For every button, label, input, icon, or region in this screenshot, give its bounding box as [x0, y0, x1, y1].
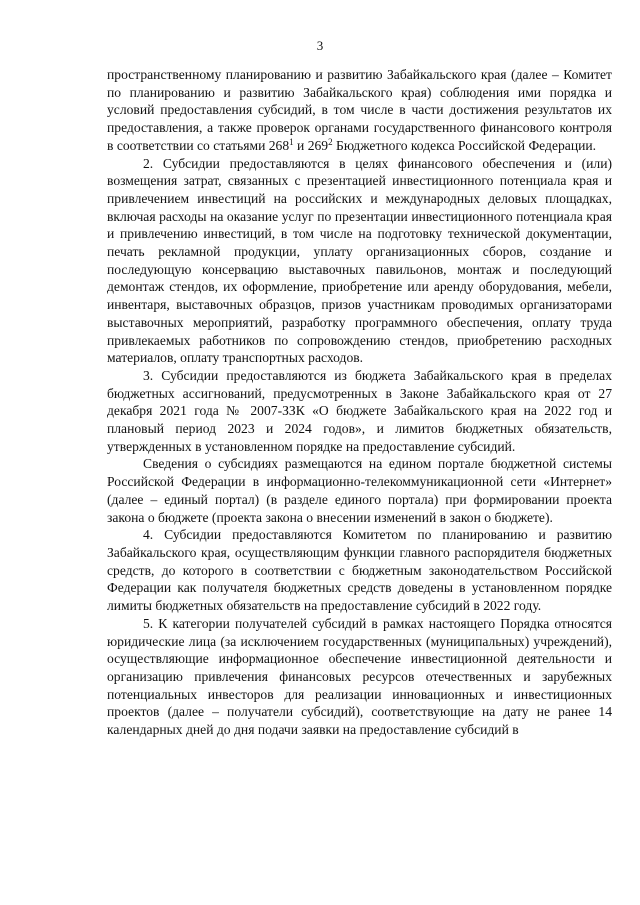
footnote-superscript: 2: [328, 136, 333, 147]
page-number: 3: [316, 38, 324, 53]
paragraph-item-2: [107, 155, 612, 367]
paragraph-text: пространственному планированию и развитию Забайкальского края (далее – Комитет по планированию и развитию Забайкальского края) соблюдения ими порядка и условий предоставления субсидий, в том числе в части достижения результатов их предоставления, а также проверок органами государственного финансового контроля в соответствии со статьями 268: [107, 67, 612, 153]
paragraph-item-4: [107, 526, 612, 615]
paragraph-text: 2. Субсидии предоставляются в целях финансового обеспечения и (или) возмещения затрат, связанных с презентацией инвестиционного потенциала края и привлечением инвестиций на российских и международных деловых площадках, включая расходы на оказание услуг по презентации инвестиционного потенциала края и привлечению инвестиций, в том числе на подготовку технической документации, печать рекламной продукции, уплату организационных сборов, создание и последующую консервацию выставочных павильонов, монтаж и последующий демонтаж стендов, их оформление, приобретение или аренду оборудования, мебели, инвентаря, выставочных образцов, призов участникам проводимых организаторами выставочных мероприятий, разработку программного обеспечения, оплату труда привлекаемых работников по сопровождению стендов, приобретению расходных материалов, оплату транспортных расходов.: [107, 155, 612, 366]
paragraph-subsidy-info: [107, 455, 612, 526]
paragraph-text: 3. Субсидии предоставляются из бюджета Забайкальского края в пределах бюджетных ассигнований, предусмотренных в Законе Забайкальского края от 27 декабря 2021 года № 2007-ЗЗК «О бюджете Забайкальского края на 2022 год и плановый период 2023 и 2024 годов», и лимитов бюджетных обязательств, утвержденных в установленном порядке на предоставление субсидий.: [107, 367, 612, 454]
paragraph-text: Сведения о субсидиях размещаются на едином портале бюджетной системы Российской Федерации в информационно-телекоммуникационной сети «Интернет» (далее – единый портал) (в разделе единого портала) при формировании проекта закона о бюджете (проекта закона о внесении изменений в закон о бюджете).: [107, 456, 612, 525]
paragraph-item-3: [107, 367, 612, 456]
document-body: [107, 66, 612, 739]
paragraph-text: 4. Субсидии предоставляются Комитетом по планированию и развитию Забайкальского края, осуществляющим функции главного распорядителя бюджетных средств, до которого в соответствии с бюджетным законодательством Российской Федерации как получателя бюджетных средств доведены в установленном порядке лимиты бюджетных обязательств на предоставление субсидий в 2022 году.: [107, 527, 612, 614]
paragraph-text: 5. К категории получателей субсидий в рамках настоящего Порядка относятся юридические лица (за исключением государственных (муниципальных) учреждений), осуществляющие информационное обеспечение инвестиционной деятельности и организацию привлечения финансовых ресурсов отечественных и зарубежных потенциальных инвесторов для реализации инновационных и инвестиционных проектов (далее – получатели субсидий), соответствующие на дату не ранее 14 календарных дней до дня подачи заявки на предоставление субсидий в: [107, 615, 612, 738]
paragraph-text: и 269: [293, 137, 329, 153]
paragraph-item-5: [107, 615, 612, 739]
footnote-superscript: 1: [289, 136, 294, 147]
paragraph-continuation: [107, 66, 612, 155]
paragraph-text: Бюджетного кодекса Российской Федерации.: [332, 137, 597, 153]
